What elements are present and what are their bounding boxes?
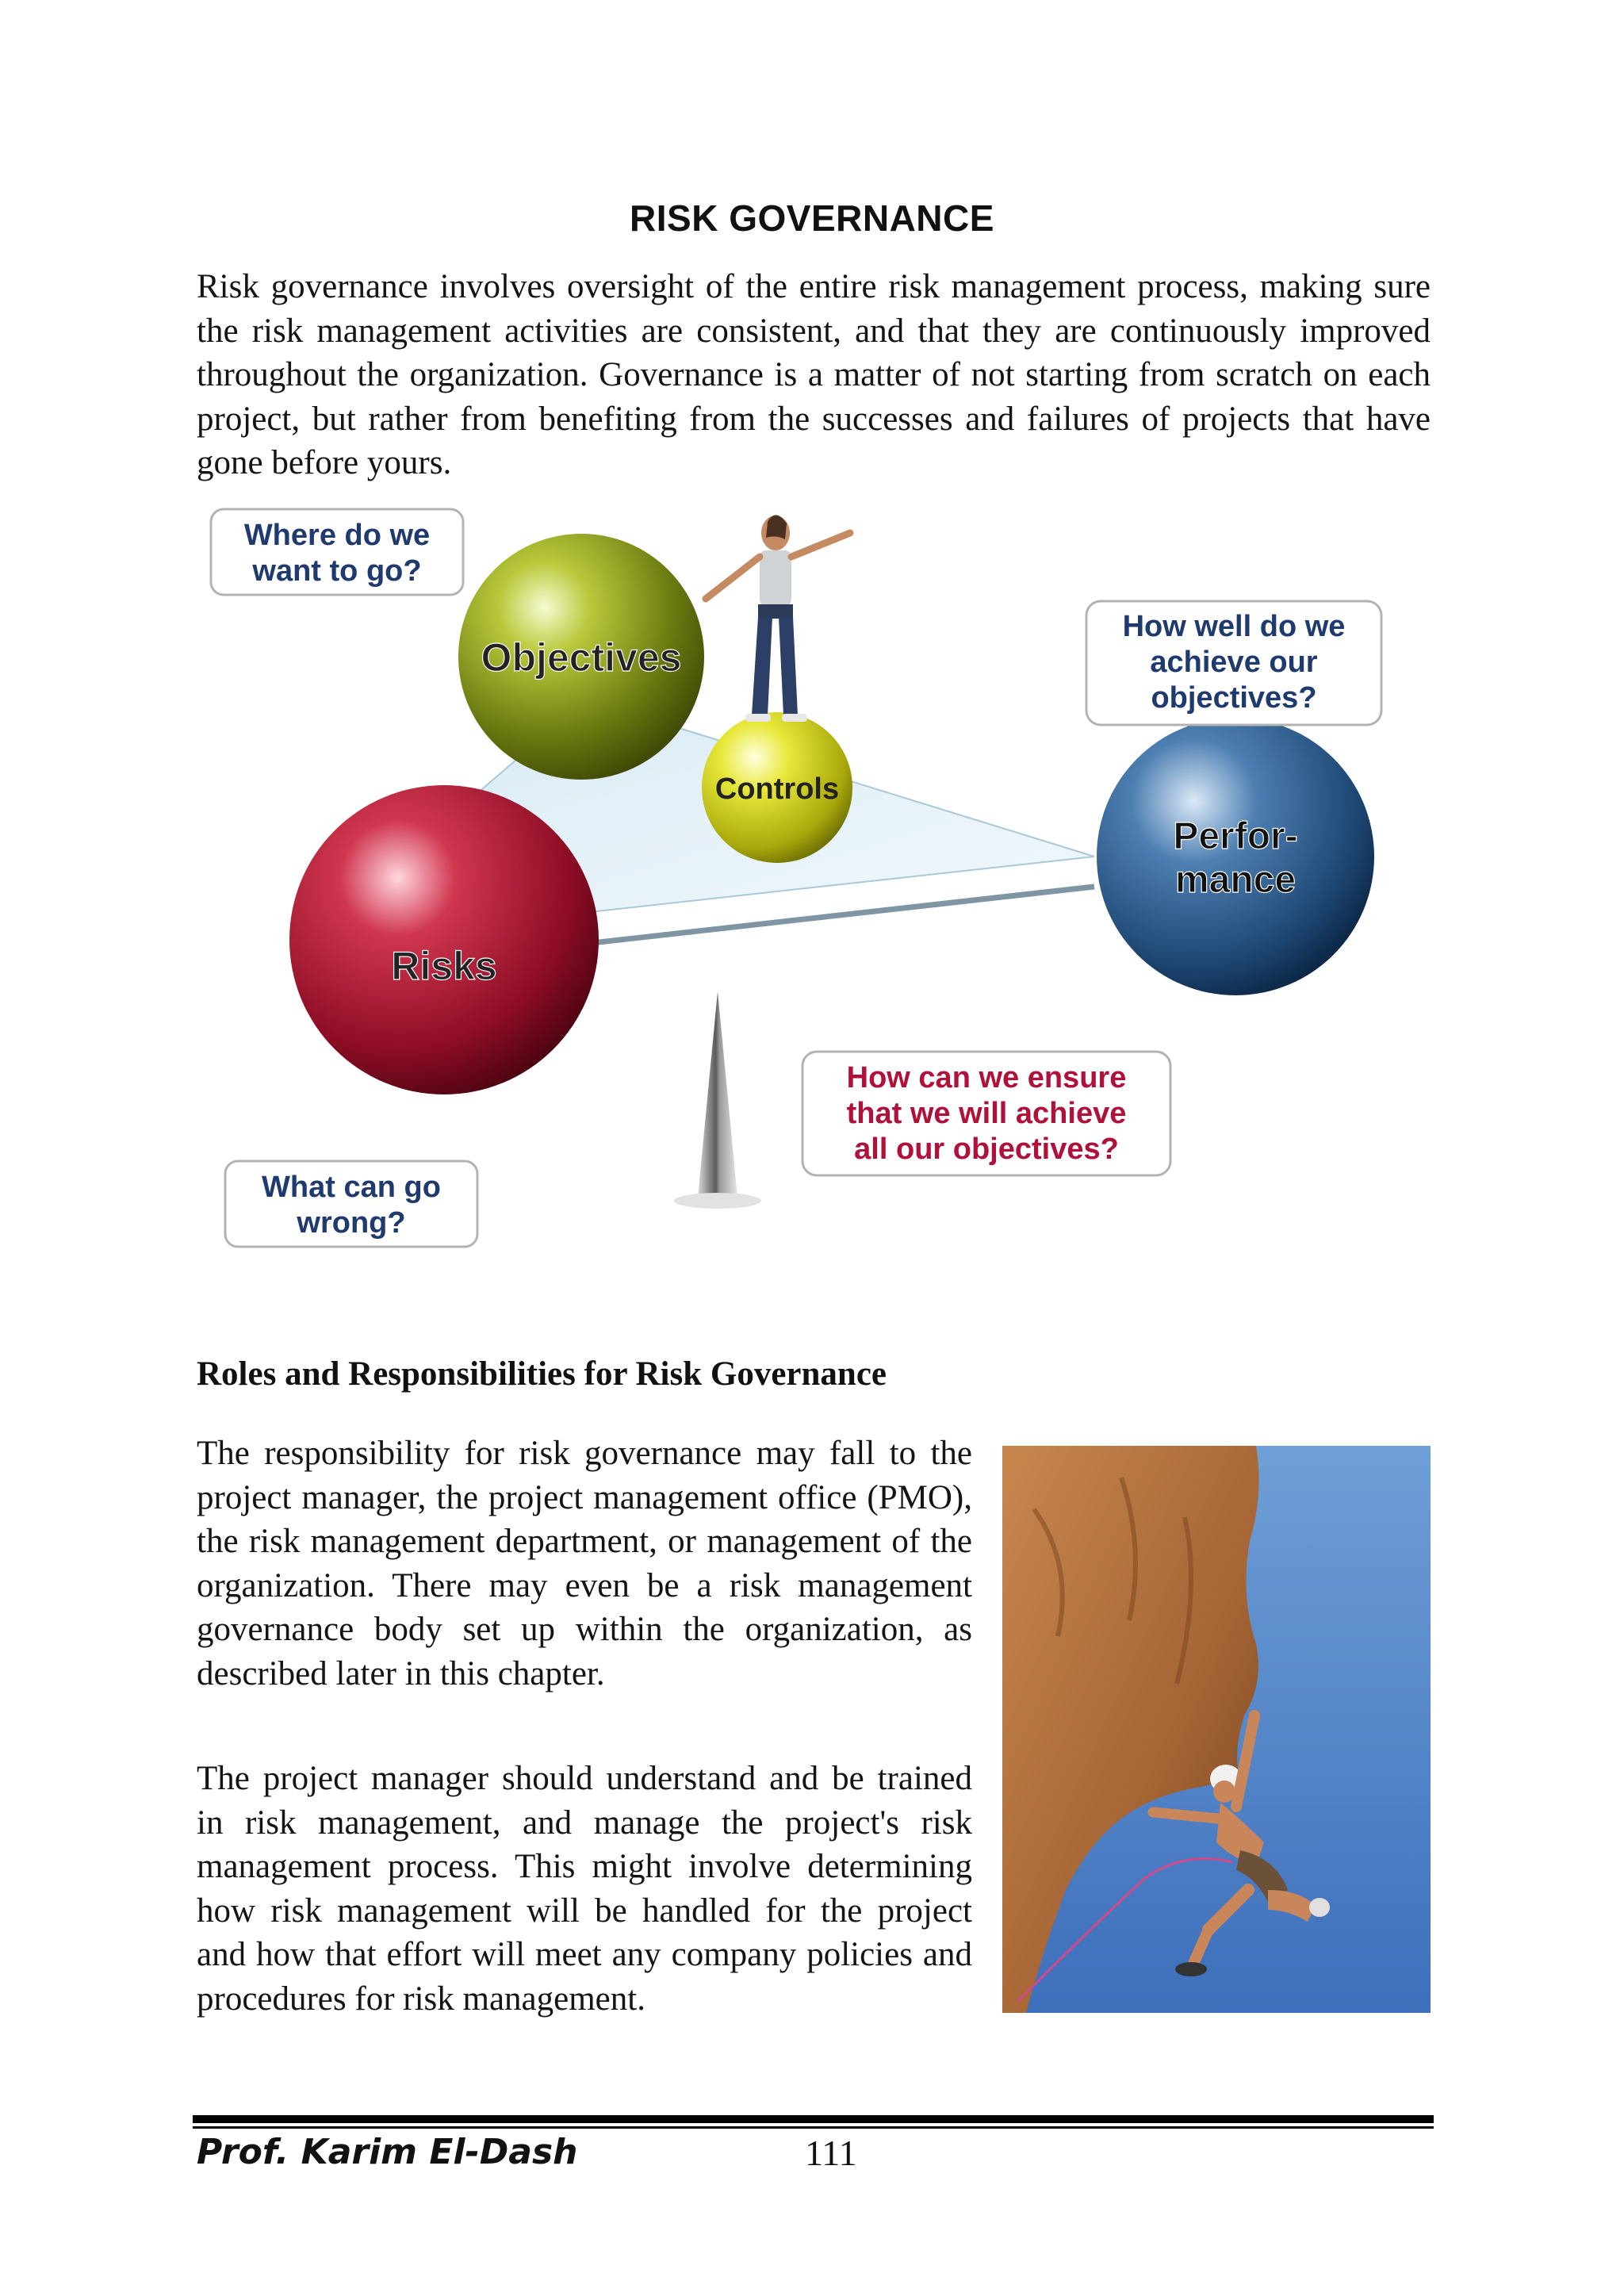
controls-question-line1: How can we ensure bbox=[846, 1061, 1127, 1094]
objectives-question-bubble bbox=[211, 509, 463, 595]
risks-label: Risks bbox=[391, 944, 497, 988]
controls-question-line2: that we will achieve bbox=[846, 1097, 1127, 1130]
balancing-person-figure bbox=[706, 515, 850, 722]
rock-climber-photo bbox=[1002, 1446, 1431, 2013]
controls-question-bubble bbox=[802, 1052, 1170, 1175]
performance-question-line3: objectives? bbox=[1151, 681, 1317, 715]
controls-label: Controls bbox=[714, 772, 840, 806]
balance-stand bbox=[698, 991, 737, 1198]
section-paragraph-1: The responsibility for risk governance may fall to the project manager, the project management office (PMO), the risk management department, or management of the organization. There may even be a risk management governance body set up within the organization, as described later in this chapter. bbox=[197, 1435, 972, 1692]
performance-label-line2: mance bbox=[1174, 859, 1297, 901]
controls-question-line3: all our objectives? bbox=[854, 1133, 1119, 1166]
risks-question-line2: wrong? bbox=[297, 1206, 406, 1240]
objectives-question-line2: want to go? bbox=[252, 554, 422, 588]
risks-question-bubble bbox=[225, 1161, 477, 1247]
risk-governance-diagram bbox=[198, 500, 1435, 1332]
footer-author: Prof. Karim El-Dash bbox=[197, 2132, 578, 2172]
risks-sphere bbox=[289, 785, 599, 1094]
footer-rule-thick bbox=[193, 2115, 1434, 2123]
page-title: RISK GOVERNANCE bbox=[630, 197, 994, 239]
performance-question-bubble bbox=[1086, 601, 1381, 725]
page-number: 111 bbox=[805, 2133, 857, 2173]
section-heading: Roles and Responsibilities for Risk Governance bbox=[197, 1355, 887, 1393]
footer-rule-thin bbox=[193, 2126, 1434, 2129]
performance-question-line2: achieve our bbox=[1150, 646, 1318, 679]
intro-paragraph: Risk governance involves oversight of the entire risk management process, making sure the risk management activities are consistent, and that they are continuously improved throughout the organization. Governance is a matter of not starting from scratch on each project, but rather from benefiting from the successes and failures of projects that have gone before yours. bbox=[197, 268, 1431, 481]
risks-question-line1: What can go bbox=[262, 1171, 441, 1204]
objectives-label: Objectives bbox=[481, 635, 682, 680]
performance-question-line1: How well do we bbox=[1122, 610, 1346, 643]
section-paragraph-2: The project manager should understand and be trained in risk management, and manage the project's risk management process. This might involve determining how risk management will be handled for the project and how that effort will meet any company policies and procedures for risk management. bbox=[197, 1760, 972, 2018]
objectives-question-line1: Where do we bbox=[243, 519, 431, 552]
performance-label-line1: Perfor- bbox=[1173, 815, 1298, 857]
